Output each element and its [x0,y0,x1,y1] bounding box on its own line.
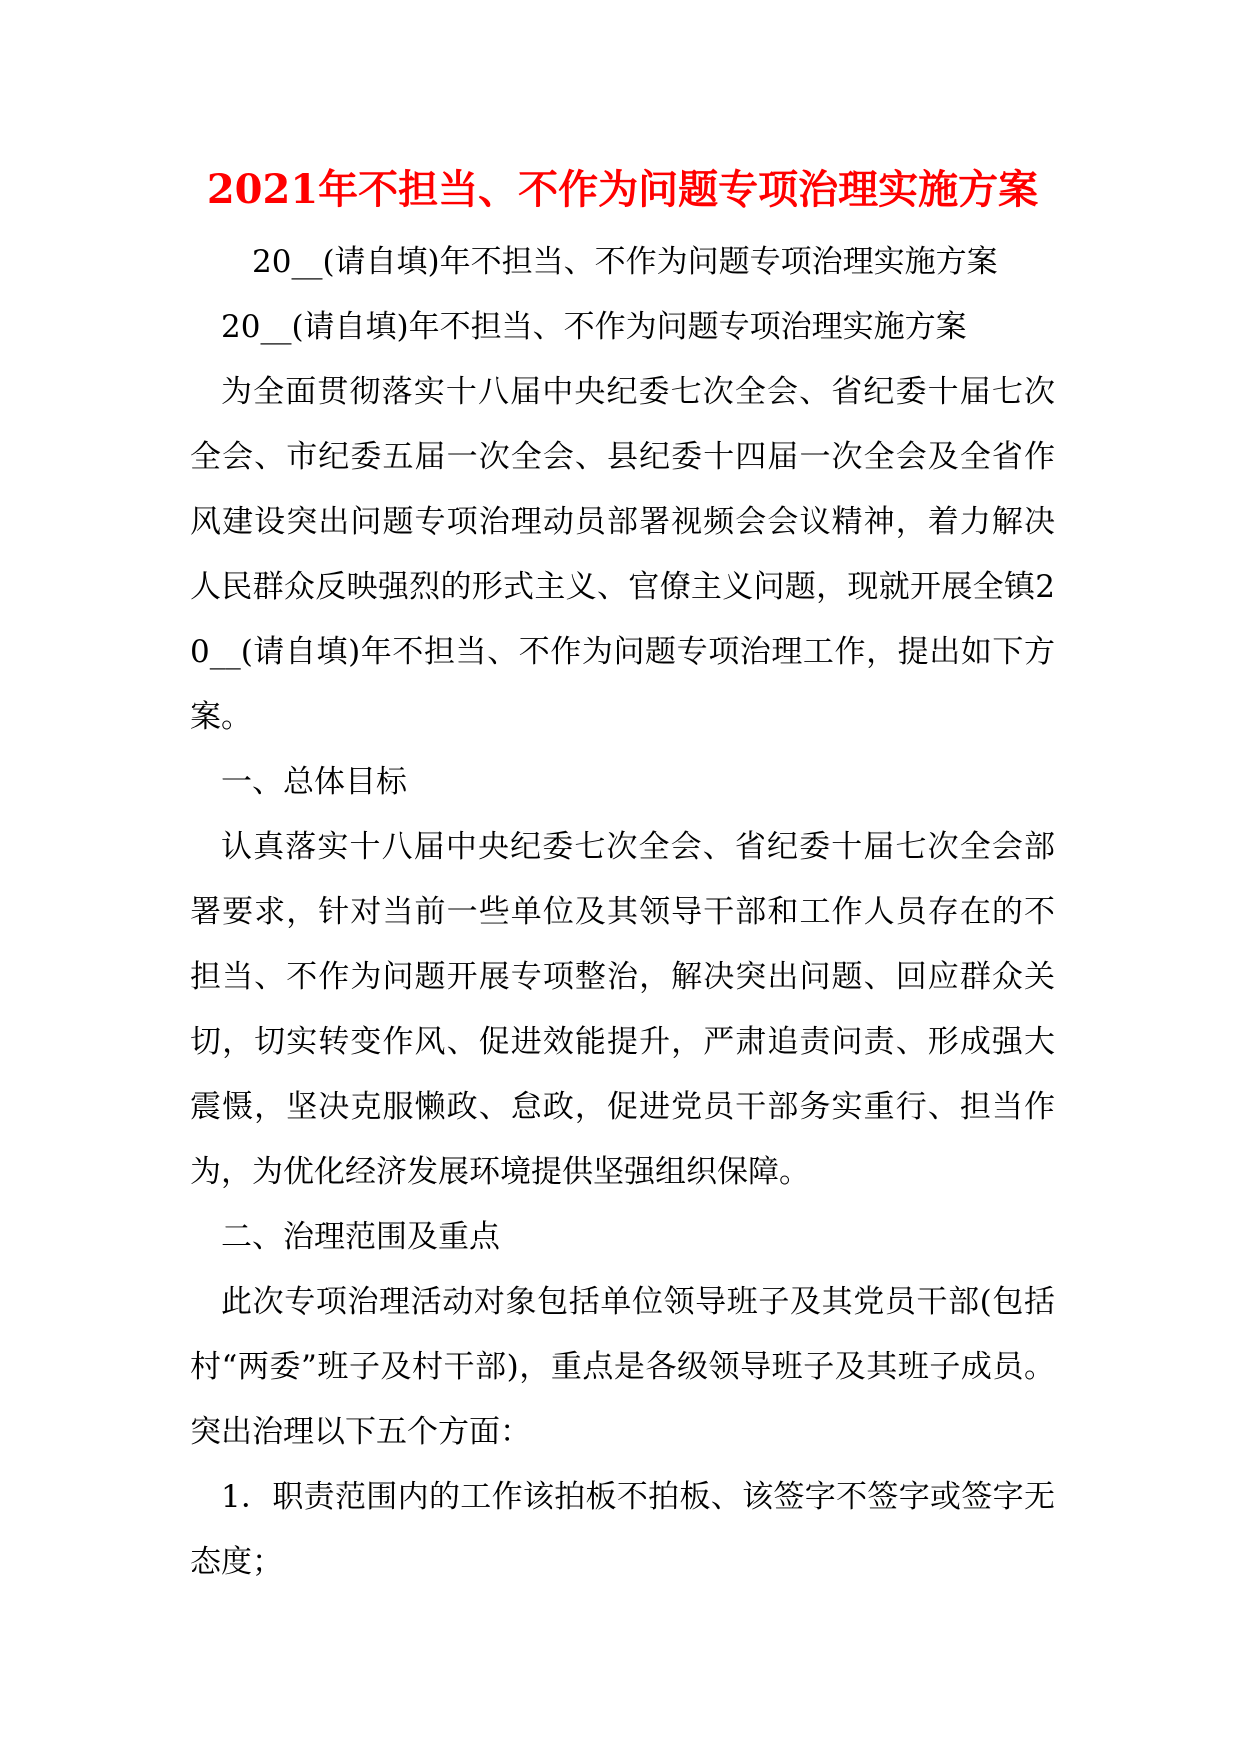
document-title: 2021年不担当、不作为问题专项治理实施方案 [206,166,1039,213]
section-heading-goals: 一、总体目标 [221,764,407,800]
document-subtitle: 20__(请自填)年不担当、不作为问题专项治理实施方案 [252,244,998,280]
document-heading-repeat: 20__(请自填)年不担当、不作为问题专项治理实施方案 [221,309,967,345]
document-body [190,150,1055,1595]
list-item-1: 1．职责范围内的工作该拍板不拍板、该签字不签字或签字无态度； [190,1479,1055,1580]
goals-paragraph: 认真落实十八届中央纪委七次全会、省纪委十届七次全会部署要求，针对当前一些单位及其领导干部和工作人员存在的不担当、不作为问题开展专项整治，解决突出问题、回应群众关切，切实转变作风、促进效能提升，严肃追责问责、形成强大震慑，坚决克服懒政、怠政，促进党员干部务实重行、担当作为，为优化经济发展环境提供坚强组织保障。 [190,829,1055,1190]
section-heading-scope: 二、治理范围及重点 [221,1219,500,1255]
intro-paragraph: 为全面贯彻落实十八届中央纪委七次全会、省纪委十届七次全会、市纪委五届一次全会、县纪委十四届一次全会及全省作风建设突出问题专项治理动员部署视频会会议精神，着力解决人民群众反映强烈的形式主义、官僚主义问题，现就开展全镇20__(请自填)年不担当、不作为问题专项治理工作，提出如下方案。 [190,374,1055,735]
scope-paragraph: 此次专项治理活动对象包括单位领导班子及其党员干部(包括村“两委”班子及村干部)，重点是各级领导班子及其班子成员。突出治理以下五个方面： [190,1284,1055,1450]
